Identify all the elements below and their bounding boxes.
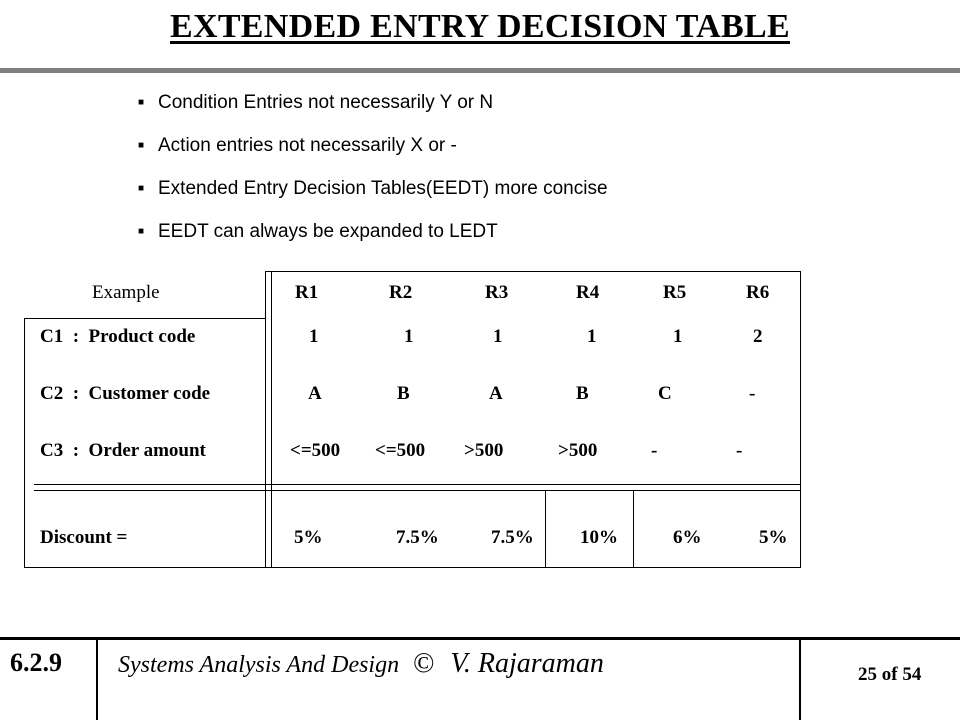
- rule-column-divider: [545, 490, 546, 568]
- table-cell: 7.5%: [491, 527, 534, 548]
- bullet-item: ■ Condition Entries not necessarily Y or N: [138, 88, 608, 131]
- table-cell: >500: [464, 440, 504, 461]
- table-cell: C: [658, 383, 672, 404]
- rule-column-divider: [633, 490, 634, 568]
- table-cell: -: [651, 440, 658, 461]
- footer-divider: [799, 640, 801, 720]
- table-cell: -: [749, 383, 756, 404]
- slide-title: EXTENDED ENTRY DECISION TABLE: [170, 8, 790, 45]
- footer-credit: [118, 648, 604, 680]
- action-divider: [34, 484, 800, 485]
- footer-divider: [96, 640, 98, 720]
- condition-label: C2 : Customer code: [40, 383, 211, 404]
- stub-divider: [271, 271, 272, 568]
- table-cell: 1: [493, 326, 503, 347]
- page-number: 25 of 54: [858, 664, 922, 685]
- rule-header: R4: [576, 282, 600, 303]
- table-bottom-border: [24, 567, 801, 568]
- rule-header: R1: [295, 282, 319, 303]
- table-cell: 10%: [580, 527, 618, 548]
- bullet-list: [138, 88, 608, 260]
- section-number: 6.2.9: [10, 648, 62, 677]
- square-bullet-icon: ■: [138, 226, 145, 237]
- table-cell: 2: [753, 326, 763, 347]
- stub-divider: [265, 271, 266, 568]
- table-cell: B: [397, 383, 410, 404]
- rule-header: R3: [485, 282, 509, 303]
- rule-header: R6: [746, 282, 770, 303]
- action-divider: [34, 490, 800, 491]
- table-cell: B: [576, 383, 589, 404]
- table-cell: <=500: [375, 440, 426, 461]
- bullet-item: ■ Extended Entry Decision Tables(EEDT) more concise: [138, 174, 608, 217]
- condition-label: C1 : Product code: [40, 326, 196, 347]
- copyright-symbol: ©: [413, 648, 435, 679]
- table-cell: 1: [404, 326, 414, 347]
- rule-header: R5: [663, 282, 687, 303]
- table-cell: 1: [309, 326, 319, 347]
- table-cell: -: [736, 440, 743, 461]
- table-right-border: [800, 271, 801, 568]
- table-cell: A: [308, 383, 322, 404]
- table-cell: 5%: [294, 527, 323, 548]
- table-cell: 5%: [759, 527, 788, 548]
- footer-rule: [0, 637, 960, 640]
- rule-header: R2: [389, 282, 413, 303]
- table-cell: 6%: [673, 527, 702, 548]
- bullet-item: ■ Action entries not necessarily X or -: [138, 131, 608, 174]
- action-label: Discount =: [40, 527, 128, 548]
- square-bullet-icon: ■: [138, 183, 145, 194]
- title-divider: [0, 68, 960, 73]
- example-label: Example: [92, 282, 160, 303]
- table-cell: 1: [587, 326, 597, 347]
- table-cell: >500: [558, 440, 598, 461]
- table-cell: 1: [673, 326, 683, 347]
- table-top-border: [265, 271, 800, 272]
- table-cell: A: [489, 383, 503, 404]
- square-bullet-icon: ■: [138, 140, 145, 151]
- condition-label: C3 : Order amount: [40, 440, 206, 461]
- header-rule: [24, 318, 265, 319]
- author-name: V. Rajaraman: [450, 648, 604, 679]
- table-cell: 7.5%: [396, 527, 439, 548]
- table-cell: <=500: [290, 440, 341, 461]
- course-name: Systems Analysis And Design: [118, 652, 400, 678]
- bullet-item: ■ EEDT can always be expanded to LEDT: [138, 217, 608, 260]
- square-bullet-icon: ■: [138, 97, 145, 108]
- table-left-border: [24, 318, 25, 568]
